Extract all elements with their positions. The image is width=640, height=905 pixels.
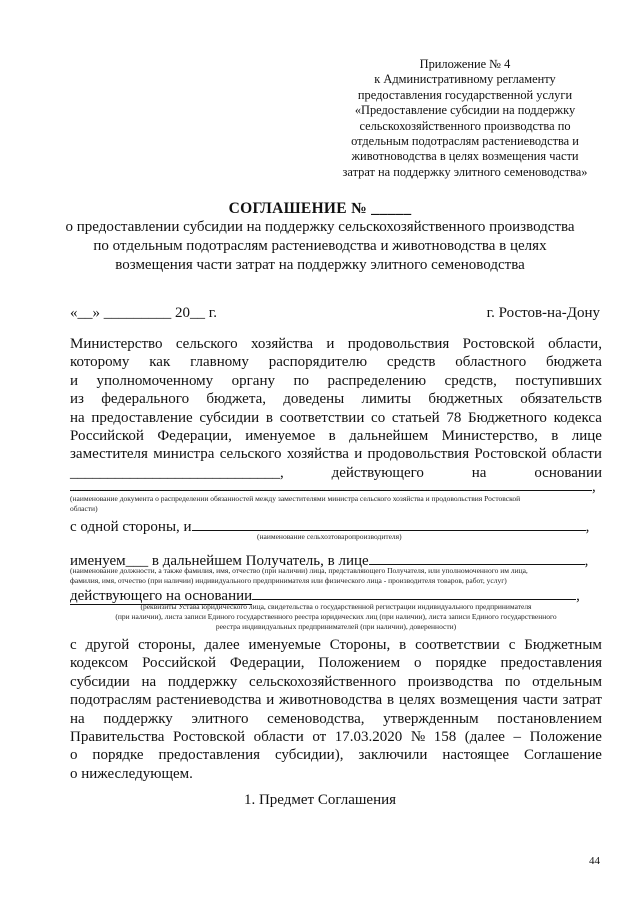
word: о нижеследующем.	[70, 765, 193, 782]
annex-line: Приложение № 4	[419, 57, 511, 71]
note-line: (реквизиты Устава юридического лица, свидетельства о государственной регистрации индивидуального предпринимателя	[140, 602, 532, 611]
word: с	[70, 637, 77, 653]
word: бюджета	[546, 354, 602, 371]
word: стороны,	[138, 637, 196, 653]
word: именуемые	[248, 637, 321, 653]
word: в	[399, 637, 407, 653]
word: средств,	[444, 372, 497, 389]
word: кодексом	[70, 655, 129, 672]
word: Российской	[142, 655, 216, 672]
word: лице	[571, 428, 602, 445]
acting-end: ,	[576, 588, 580, 604]
word: о	[70, 747, 78, 764]
text-line	[70, 353, 602, 371]
word: возмещения	[440, 692, 518, 709]
word: хозяйства	[250, 336, 314, 352]
word: Ростовской	[462, 336, 535, 352]
word: предоставления	[500, 655, 602, 672]
word: Ростовской	[172, 729, 246, 746]
word: продовольствия	[367, 446, 470, 463]
word: Бюджетным	[524, 637, 602, 653]
word: 17.03.2020	[334, 729, 403, 746]
word: предоставления	[158, 747, 261, 764]
word: поддержку	[167, 673, 238, 690]
word: главному	[190, 354, 249, 371]
word: настоящее	[442, 747, 510, 764]
text-line	[70, 691, 602, 709]
note-line: (при наличии), листа записи Единого государственного реестра юридических лиц (при наличии), листа записи Единого государственного	[115, 612, 557, 621]
word: порядке	[92, 747, 144, 764]
word: областного	[455, 354, 527, 371]
word: с	[508, 637, 516, 653]
word: в	[551, 428, 559, 445]
annex-line: отдельным подотраслям растениеводства и	[351, 134, 579, 149]
word: на	[70, 710, 85, 727]
word: органу	[231, 372, 275, 389]
word: элитного	[191, 710, 249, 727]
word: отдельным	[532, 673, 602, 690]
section-title: 1. Предмет Соглашения	[243, 792, 397, 808]
acting-basis-blank	[252, 585, 576, 600]
word: соответствии	[415, 637, 500, 653]
word: Российской	[70, 428, 144, 445]
agreement-title: СОГЛАШЕНИЕ № _____	[228, 200, 412, 217]
basis-line-end: ,	[592, 479, 596, 495]
agreement-date: «__» _________ 20__ г.	[70, 305, 217, 321]
word: сельского	[219, 446, 282, 463]
note-line: области)	[70, 504, 98, 513]
word: Федерации,	[229, 655, 305, 672]
word: распределению	[327, 372, 427, 389]
word: основании	[534, 464, 602, 481]
word: хозяйства	[286, 446, 349, 463]
word: области,	[548, 336, 602, 352]
page-number: 44	[589, 855, 600, 867]
annex-line: сельскохозяйственного производства по	[359, 118, 571, 133]
word: в	[386, 692, 395, 709]
text-line	[70, 409, 602, 427]
word: и	[266, 692, 275, 709]
text-line	[70, 427, 602, 445]
annex-line: «Предоставление субсидии на поддержку	[354, 103, 576, 118]
word: части	[522, 692, 558, 709]
acting-label: действующего на основании	[70, 588, 253, 604]
word: на	[70, 409, 85, 426]
word: подотраслям	[70, 692, 152, 709]
word: бюджета,	[206, 391, 266, 408]
annex-line: к Административному регламенту	[374, 72, 556, 87]
word: со	[371, 409, 386, 426]
word: распорядителю	[268, 354, 368, 371]
word: федерального	[101, 391, 190, 408]
word: субсидии),	[274, 747, 344, 764]
text-line	[70, 765, 602, 783]
note-line: (наименование должности, а также фамилия, имя, отчество (при наличии) лица, представляющего Получателя, или уполномоченного им лица,	[70, 566, 528, 575]
paragraph-other-side	[70, 636, 602, 783]
acting-basis-note	[70, 602, 602, 632]
word: субсидии	[199, 409, 260, 426]
subtitle-line: по отдельным подотраслям растениеводства и животноводства в целях	[93, 238, 547, 254]
text-line	[70, 636, 602, 654]
word: Министерство	[70, 336, 163, 352]
annex-line: предоставления государственной услуги	[357, 87, 573, 102]
annex-header	[330, 57, 600, 180]
word: постановлением	[497, 710, 602, 727]
word: из	[70, 391, 84, 408]
word: субсидии	[70, 673, 130, 690]
word: и	[354, 446, 363, 463]
annex-line: затрат на поддержку элитного семеноводства»	[342, 164, 588, 179]
word: области	[253, 729, 304, 746]
word: кодекса	[553, 409, 602, 426]
named-end: ,	[584, 553, 589, 569]
word: поддержку	[103, 710, 173, 727]
word: о	[414, 655, 422, 672]
subtitle-line: возмещения части затрат на поддержку элитного семеноводства	[115, 257, 525, 273]
word: 78	[446, 409, 462, 426]
word: 158	[433, 729, 457, 746]
text-line	[70, 673, 602, 691]
word: Положением	[318, 655, 401, 672]
word: и	[326, 336, 335, 352]
word: сельскохозяйственного	[248, 673, 397, 690]
text-line	[70, 390, 602, 408]
agreement-place: г. Ростов-на-Дону	[486, 305, 600, 321]
word: области	[551, 446, 602, 463]
basis-blank	[70, 476, 592, 491]
word: целях	[398, 692, 436, 709]
word: поступивших	[515, 372, 602, 389]
named-label: именуем___ в дальнейшем Получатель, в лице	[70, 553, 369, 569]
word: Министерство,	[441, 428, 538, 445]
text-line	[70, 728, 602, 746]
word: №	[410, 729, 426, 746]
word: растениеводства	[156, 692, 262, 709]
word: затрат	[562, 692, 602, 709]
word: Ростовской	[474, 446, 547, 463]
word: предоставление	[91, 409, 193, 426]
word: производства	[407, 673, 494, 690]
word: Правительства	[70, 729, 165, 746]
word: на	[141, 673, 157, 690]
word: животноводства	[278, 692, 383, 709]
paragraph-ministry	[70, 335, 602, 482]
basis-note	[70, 494, 520, 514]
text-line	[70, 654, 602, 672]
basis-line	[70, 476, 602, 495]
one-side-label: с одной стороны, и	[70, 519, 192, 535]
word: бюджетных	[428, 391, 504, 408]
word: именуемое	[245, 428, 316, 445]
subtitle-line: о предоставлении субсидии на поддержку сельскохозяйственного производства	[65, 219, 575, 235]
text-line	[70, 710, 602, 728]
word: Федерации,	[157, 428, 232, 445]
word: на	[471, 464, 487, 481]
one-side-end: ,	[585, 519, 590, 535]
representative-note	[70, 566, 528, 586]
representative-blank	[369, 550, 585, 565]
word: действующего	[331, 464, 424, 481]
word: по	[504, 673, 521, 690]
word: заместителя	[70, 446, 148, 463]
word: по	[293, 372, 310, 389]
agreement-subtitle	[40, 218, 600, 275]
recipient-name-blank	[192, 516, 586, 531]
word: которому	[70, 354, 130, 371]
word: Положение	[529, 729, 602, 746]
word: другой	[85, 637, 130, 653]
word: дальнейшем	[349, 428, 429, 445]
text-line	[70, 335, 602, 353]
text-line	[70, 445, 602, 463]
note-line: фамилия, имя, отчество (при наличии) индивидуального предпринимателя или физического лица - производителя товаров, работ, услуг)	[70, 576, 507, 585]
text-line	[70, 746, 602, 764]
word: заключили	[358, 747, 428, 764]
note-line: реестра индивидуальных предпринимателей (при наличии), доверенности)	[215, 622, 457, 631]
word: в	[328, 428, 336, 445]
word: далее	[204, 637, 240, 653]
word: продовольствия	[347, 336, 450, 352]
word: Стороны,	[329, 637, 391, 653]
word: соответствии	[279, 409, 365, 426]
word: Соглашение	[523, 747, 602, 764]
word: порядке	[435, 655, 487, 672]
word: в	[265, 409, 273, 426]
text-line	[70, 372, 602, 390]
word: и	[70, 372, 79, 389]
word: уполномоченному	[96, 372, 214, 389]
word: Бюджетного	[468, 409, 547, 426]
word: ____________________________,	[70, 464, 284, 481]
note-line: (наименование документа о распределении обязанностей между заместителями министра сельского хозяйства и продовольствия Ростовской	[70, 494, 521, 503]
annex-line: животноводства в целях возмещения части	[351, 149, 579, 164]
word: как	[149, 354, 171, 371]
word: доведены	[283, 391, 345, 408]
date-place-line	[70, 305, 600, 322]
word: семеноводства,	[267, 710, 365, 727]
word: лимиты	[361, 391, 412, 408]
word: статьей	[391, 409, 440, 426]
word: обязательств	[520, 391, 602, 408]
word: –	[513, 729, 522, 746]
word: средств	[386, 354, 436, 371]
word: сельского	[175, 336, 238, 352]
word: (далее	[464, 729, 505, 746]
word: от	[312, 729, 327, 746]
word: министра	[153, 446, 215, 463]
recipient-name-note: (наименование сельхозтоваропроизводителя)	[257, 532, 402, 541]
word: утвержденным	[383, 710, 479, 727]
